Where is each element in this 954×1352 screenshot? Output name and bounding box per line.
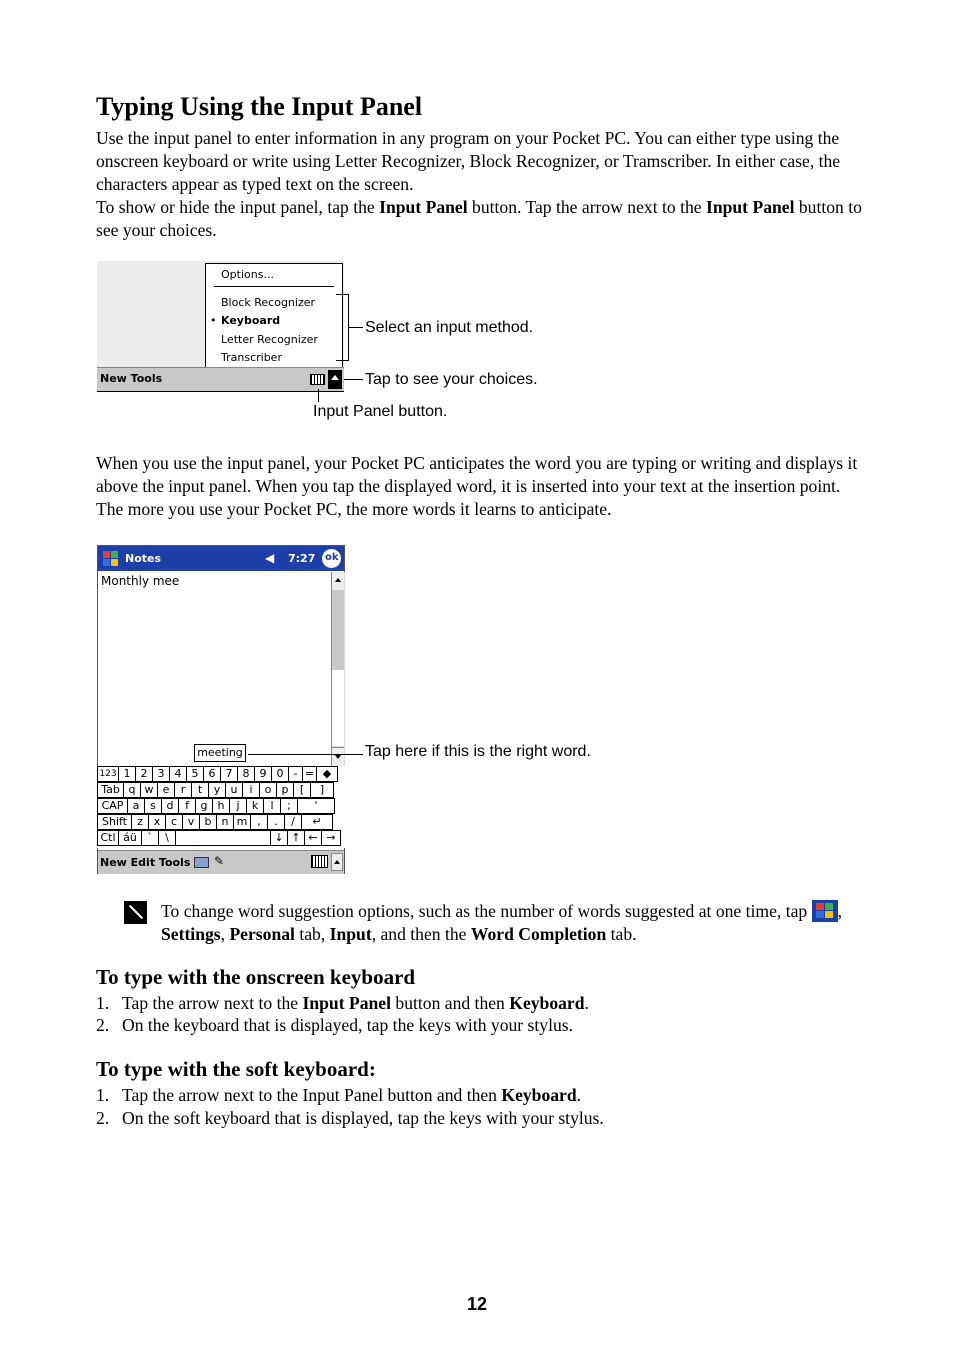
key[interactable]: a — [127, 798, 145, 814]
key[interactable]: 5 — [186, 766, 204, 782]
key[interactable]: c — [165, 814, 183, 830]
key[interactable]: [ — [293, 782, 311, 798]
key[interactable]: Shift — [97, 814, 132, 830]
key[interactable]: Tab — [97, 782, 124, 798]
section-heading-soft: To type with the soft keyboard: — [96, 1057, 376, 1081]
key[interactable]: → — [321, 830, 341, 846]
key[interactable]: 2 — [135, 766, 153, 782]
taskbar-menu[interactable]: New Tools — [100, 372, 163, 385]
intro-paragraph: Use the input panel to enter information in any program on your Pocket PC. You can either type using the onscreen keyboard or write using Letter Recognizer, Block Recognizer, or Tramscriber. In either case, the characters appear as typed text on the screen. To show or hide the input panel, tap the Input Panel button. Tap the arrow next to the Input Panel button to see your choices. — [96, 128, 862, 240]
callout-tap-choices: Tap to see your choices. — [365, 371, 538, 388]
key[interactable]: s — [144, 798, 162, 814]
note-pencil-icon — [124, 901, 147, 924]
key[interactable]: 7 — [220, 766, 238, 782]
key[interactable]: 3 — [152, 766, 170, 782]
key[interactable]: áü — [118, 830, 142, 846]
key[interactable]: e — [157, 782, 175, 798]
key[interactable]: CAP — [97, 798, 128, 814]
key[interactable]: 0 — [271, 766, 289, 782]
key[interactable]: k — [246, 798, 264, 814]
scroll-down-icon — [335, 755, 341, 759]
vertical-scrollbar[interactable] — [331, 572, 345, 766]
note-text[interactable]: Monthly mee — [101, 574, 180, 588]
input-panel-arrow-button[interactable] — [328, 370, 342, 389]
windows-start-icon — [812, 900, 838, 922]
list-item: 2. On the keyboard that is displayed, tap the keys with your stylus. — [96, 1015, 574, 1035]
ok-button[interactable]: ok — [322, 549, 341, 568]
key[interactable]: y — [208, 782, 226, 798]
arrow-up-icon — [331, 375, 339, 380]
keyboard-icon[interactable] — [310, 374, 325, 385]
key[interactable]: z — [131, 814, 149, 830]
page-number: 12 — [466, 1294, 488, 1314]
onscreen-keyboard — [97, 766, 345, 848]
key[interactable]: t — [191, 782, 209, 798]
key[interactable]: b — [199, 814, 217, 830]
pen-icon[interactable]: ✎ — [214, 854, 225, 868]
input-panel-arrow-button[interactable] — [331, 853, 343, 871]
key[interactable]: h — [212, 798, 230, 814]
anticipation-paragraph: When you use the input panel, your Pocket PC anticipates the word you are typing or writing and displays it above the input panel. When you tap the displayed word, it is inserted into your text at the insertion point. The more you use your Pocket PC, the more words it learns to anticipate. — [96, 453, 858, 519]
key[interactable]: \ — [158, 830, 176, 846]
key[interactable]: 9 — [254, 766, 272, 782]
key[interactable]: ; — [280, 798, 298, 814]
key[interactable]: v — [182, 814, 200, 830]
key[interactable]: ↓ — [270, 830, 288, 846]
list-item: 2. On the soft keyboard that is displayed, tap the keys with your stylus. — [96, 1108, 604, 1128]
key[interactable]: o — [259, 782, 277, 798]
arrow-up-icon — [334, 860, 340, 864]
key[interactable]: . — [267, 814, 285, 830]
key[interactable]: / — [284, 814, 302, 830]
key[interactable]: p — [276, 782, 294, 798]
figure-input-panel-menu — [97, 261, 344, 393]
key-enter[interactable]: ↵ — [301, 814, 333, 830]
key[interactable]: u — [225, 782, 243, 798]
key[interactable]: l — [263, 798, 281, 814]
callout-word-suggestion: Tap here if this is the right word. — [365, 743, 591, 760]
menu-bullet: • — [210, 314, 217, 327]
menu-item-block-recognizer[interactable]: Block Recognizer — [221, 296, 316, 309]
key[interactable]: m — [233, 814, 251, 830]
scroll-up-icon — [335, 578, 341, 582]
page-title: Typing Using the Input Panel — [96, 92, 423, 121]
key[interactable]: Ctl — [97, 830, 119, 846]
menubar-items[interactable]: New Edit Tools — [100, 856, 191, 869]
taskbar — [97, 367, 344, 392]
key[interactable]: x — [148, 814, 166, 830]
key[interactable]: f — [178, 798, 196, 814]
menubar — [98, 850, 344, 874]
key[interactable]: ↑ — [287, 830, 305, 846]
windows-start-icon[interactable] — [100, 548, 122, 569]
key[interactable]: ' — [297, 798, 335, 814]
word-suggestion[interactable]: meeting — [194, 744, 246, 762]
key[interactable]: g — [195, 798, 213, 814]
key[interactable]: ← — [304, 830, 322, 846]
menu-options[interactable]: Options... — [221, 268, 274, 281]
clock[interactable]: 7:27 — [288, 552, 316, 565]
key[interactable]: 4 — [169, 766, 187, 782]
key[interactable]: d — [161, 798, 179, 814]
key[interactable]: 6 — [203, 766, 221, 782]
speaker-icon[interactable]: ◀ — [265, 551, 275, 565]
key-space[interactable] — [175, 830, 271, 846]
intro-text: Use the input panel to enter information in any program on your Pocket PC. You can either type using the onscreen keyboard or write using Letter Recognizer, Block Recognizer, or Tramscriber. In either case, the characters appear as typed text on the screen. — [96, 128, 841, 194]
screen-icon[interactable] — [194, 857, 209, 868]
app-title: Notes — [125, 552, 162, 565]
key[interactable]: r — [174, 782, 192, 798]
section-heading-onscreen: To type with the onscreen keyboard — [96, 965, 416, 989]
menu-item-letter-recognizer[interactable]: Letter Recognizer — [221, 333, 318, 346]
menu-item-transcriber[interactable]: Transcriber — [221, 351, 282, 364]
key-backspace[interactable]: ◆ — [316, 766, 338, 782]
callout-select-method: Select an input method. — [365, 319, 534, 336]
key[interactable]: 123 — [97, 766, 119, 782]
key[interactable]: ] — [310, 782, 334, 798]
key[interactable]: w — [140, 782, 158, 798]
note-paragraph: To change word suggestion options, such as the number of words suggested at one time, tap , Settings, Personal tab, Input, and then the Word Completion tab. — [161, 901, 842, 944]
key[interactable]: q — [123, 782, 141, 798]
list-item: 1. Tap the arrow next to the Input Panel button and then Keyboard. — [96, 993, 589, 1013]
title-bar — [98, 546, 344, 571]
key[interactable]: i — [242, 782, 260, 798]
key[interactable]: - — [288, 766, 303, 782]
key[interactable]: ` — [141, 830, 159, 846]
keyboard-icon[interactable] — [311, 855, 328, 868]
menu-item-keyboard[interactable]: Keyboard — [221, 314, 281, 327]
list-item: 1. Tap the arrow next to the Input Panel button and then Keyboard. — [96, 1085, 582, 1105]
key[interactable]: 8 — [237, 766, 255, 782]
key[interactable]: , — [250, 814, 268, 830]
callout-input-panel-button: Input Panel button. — [313, 403, 448, 420]
key[interactable]: j — [229, 798, 247, 814]
input-method-menu — [205, 263, 343, 367]
key[interactable]: 1 — [118, 766, 136, 782]
scroll-thumb[interactable] — [332, 590, 344, 671]
key[interactable]: n — [216, 814, 234, 830]
key[interactable]: = — [302, 766, 317, 782]
